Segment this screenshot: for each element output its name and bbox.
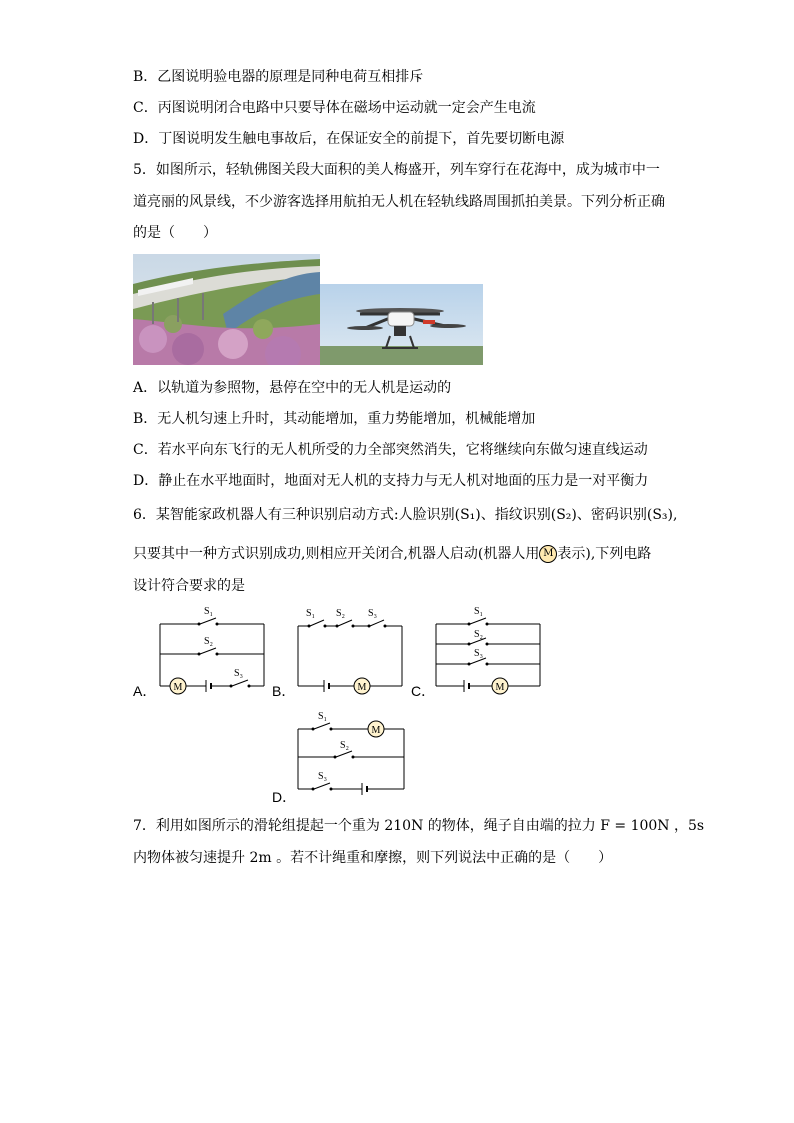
circuit-d-diagram	[290, 705, 415, 805]
circuit-d-motor: M	[371, 725, 381, 736]
q5-stem-line2: 道亮丽的风景线，不少游客选择用航拍无人机在轻轨线路周围抓拍美景。下列分析正确	[133, 194, 665, 210]
circuit-a-s2: S₂	[204, 636, 214, 647]
q6-stem-line2	[133, 544, 651, 564]
q5-stem-line1: 5．如图所示，轻轨佛图关段大面积的美人梅盛开，列车穿行在花海中，成为城市中一	[133, 162, 660, 178]
circuit-a-s3: S₃	[234, 668, 244, 679]
circuit-b-s3: S₃	[368, 608, 378, 619]
q4-option-d: D．丁图说明发生触电事故后，在保证安全的前提下，首先要切断电源	[133, 131, 565, 147]
motor-icon: M	[539, 545, 557, 563]
q6-stem-line2-b: 表示),下列电路	[557, 546, 652, 562]
circuit-c-diagram	[428, 600, 548, 700]
q6-option-d-label: D．	[272, 789, 297, 805]
q4-option-c: C．丙图说明闭合电路中只要导体在磁场中运动就一定会产生电流	[133, 100, 536, 116]
q4-option-b: B．乙图说明验电器的原理是同种电荷互相排斥	[133, 69, 424, 85]
circuit-b-diagram	[290, 600, 410, 700]
q5-option-b: B．无人机匀速上升时，其动能增加，重力势能增加，机械能增加	[133, 411, 536, 427]
q5-stem-line3: 的是（ ）	[133, 225, 217, 241]
q6-stem-line2-a: 只要其中一种方式识别成功,则相应开关闭合,机器人启动(机器人用	[133, 546, 540, 562]
q5-option-a: A．以轨道为参照物，悬停在空中的无人机是运动的	[133, 380, 452, 396]
q6-option-b-label: B．	[272, 683, 296, 699]
circuit-a-motor: M	[173, 682, 183, 693]
drone-photo	[320, 284, 483, 365]
circuit-b-s2: S₂	[336, 608, 346, 619]
q6-stem-line3: 设计符合要求的是	[133, 578, 245, 594]
light-rail-photo	[133, 254, 320, 365]
circuit-c-s3: S₃	[474, 648, 484, 659]
q7-stem-line1: 7．利用如图所示的滑轮组提起一个重为 210N 的物体，绳子自由端的拉力 F = 100N ，5s	[133, 818, 705, 834]
q7-stem-line2: 内物体被匀速提升 2m 。若不计绳重和摩擦，则下列说法中正确的是（ ）	[133, 850, 613, 866]
q6-stem-line1: 6．某智能家政机器人有三种识别启动方式:人脸识别(S₁)、指纹识别(S₂)、密码识别(S₃),	[133, 507, 678, 523]
circuit-d-s1: S₁	[318, 711, 328, 722]
circuit-b-s1: S₁	[306, 608, 316, 619]
circuit-c-s1: S₁	[474, 606, 484, 617]
circuit-b-motor: M	[357, 682, 367, 693]
q6-option-c-label: C．	[411, 683, 436, 699]
circuit-c-motor: M	[495, 682, 505, 693]
q5-option-d: D．静止在水平地面时，地面对无人机的支持力与无人机对地面的压力是一对平衡力	[133, 473, 649, 489]
circuit-d-s3: S₃	[318, 771, 328, 782]
q5-option-c: C．若水平向东飞行的无人机所受的力全部突然消失，它将继续向东做匀速直线运动	[133, 442, 648, 458]
circuit-d-s2: S₂	[340, 740, 350, 751]
q6-option-a-label: A．	[133, 683, 157, 699]
circuit-c-s2: S₂	[474, 629, 484, 640]
circuit-a-s1: S₁	[204, 606, 214, 617]
circuit-a-diagram	[150, 600, 275, 700]
